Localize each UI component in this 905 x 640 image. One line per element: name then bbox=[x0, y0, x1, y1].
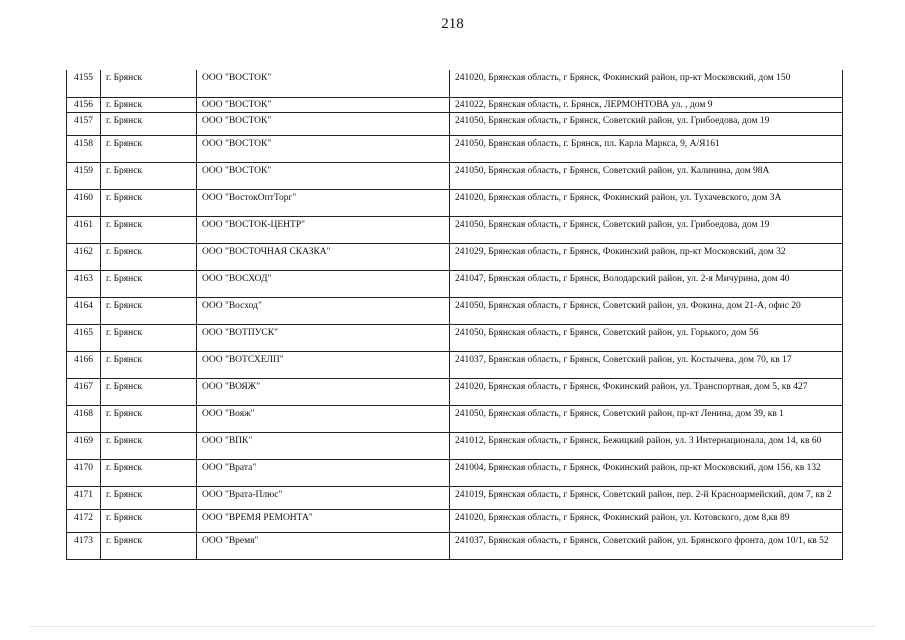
row-organization: ООО "ВРЕМЯ РЕМОНТА" bbox=[197, 509, 450, 532]
row-organization: ООО "ВОСТОК" bbox=[197, 162, 450, 189]
table-row bbox=[67, 216, 843, 243]
table-row bbox=[67, 297, 843, 324]
row-organization: ООО "Врата-Плюс" bbox=[197, 486, 450, 509]
row-city: г. Брянск bbox=[101, 216, 197, 243]
row-address: 241022, Брянская область, г. Брянск, ЛЕРМОНТОВА ул. , дом 9 bbox=[450, 97, 843, 112]
row-number: 4164 bbox=[67, 297, 101, 324]
row-address: 241050, Брянская область, г Брянск, Советский район, ул. Фокина, дом 21-А, офис 20 bbox=[450, 297, 843, 324]
row-address: 241037, Брянская область, г Брянск, Советский район, ул. Брянского фронта, дом 10/1, кв 52 bbox=[450, 532, 843, 559]
row-address: 241037, Брянская область, г Брянск, Советский район, ул. Костычева, дом 70, кв 17 bbox=[450, 351, 843, 378]
organization-registry-table bbox=[66, 70, 843, 560]
row-number: 4160 bbox=[67, 189, 101, 216]
row-city: г. Брянск bbox=[101, 324, 197, 351]
row-number: 4171 bbox=[67, 486, 101, 509]
row-address: 241050, Брянская область, г Брянск, Советский район, ул. Грибоедова, дом 19 bbox=[450, 216, 843, 243]
row-city: г. Брянск bbox=[101, 532, 197, 559]
table-row bbox=[67, 135, 843, 162]
row-address: 241012, Брянская область, г Брянск, Бежицкий район, ул. 3 Интернационала, дом 14, кв 60 bbox=[450, 432, 843, 459]
row-city: г. Брянск bbox=[101, 162, 197, 189]
row-address: 241050, Брянская область, г Брянск, Советский район, ул. Калинина, дом 98А bbox=[450, 162, 843, 189]
row-city: г. Брянск bbox=[101, 97, 197, 112]
row-city: г. Брянск bbox=[101, 112, 197, 135]
table-row bbox=[67, 378, 843, 405]
row-number: 4161 bbox=[67, 216, 101, 243]
row-organization: ООО "ВОСТОЧНАЯ СКАЗКА" bbox=[197, 243, 450, 270]
row-city: г. Брянск bbox=[101, 135, 197, 162]
table-row bbox=[67, 532, 843, 559]
row-city: г. Брянск bbox=[101, 243, 197, 270]
table-row bbox=[67, 405, 843, 432]
row-organization: ООО "ВОТПУСК" bbox=[197, 324, 450, 351]
row-address: 241004, Брянская область, г Брянск, Фокинский район, пр-кт Московский, дом 156, кв 132 bbox=[450, 459, 843, 486]
table-row bbox=[67, 97, 843, 112]
page-number: 218 bbox=[441, 16, 464, 32]
row-number: 4169 bbox=[67, 432, 101, 459]
row-organization: ООО "ВостокОптТорг" bbox=[197, 189, 450, 216]
row-organization: ООО "ВОСТОК" bbox=[197, 97, 450, 112]
row-organization: ООО "ВОТСХЕЛП" bbox=[197, 351, 450, 378]
row-organization: ООО "Время" bbox=[197, 532, 450, 559]
row-address: 241029, Брянская область, г Брянск, Фокинский район, пр-кт Московский, дом 32 bbox=[450, 243, 843, 270]
row-number: 4165 bbox=[67, 324, 101, 351]
row-city: г. Брянск bbox=[101, 509, 197, 532]
table-row bbox=[67, 509, 843, 532]
row-city: г. Брянск bbox=[101, 70, 197, 97]
row-city: г. Брянск bbox=[101, 189, 197, 216]
row-organization: ООО "ВОСТОК" bbox=[197, 112, 450, 135]
row-address: 241019, Брянская область, г Брянск, Советский район, пер. 2-й Красноармейский, дом 7, кв 2 bbox=[450, 486, 843, 509]
row-address: 241020, Брянская область, г Брянск, Фокинский район, ул. Котовского, дом 8,кв 89 bbox=[450, 509, 843, 532]
table-row bbox=[67, 351, 843, 378]
scan-artifact-line bbox=[30, 626, 875, 627]
row-organization: ООО "ВОСТОК-ЦЕНТР" bbox=[197, 216, 450, 243]
table-row bbox=[67, 324, 843, 351]
row-address: 241050, Брянская область, г Брянск, Советский район, пр-кт Ленина, дом 39, кв 1 bbox=[450, 405, 843, 432]
row-city: г. Брянск bbox=[101, 405, 197, 432]
row-number: 4173 bbox=[67, 532, 101, 559]
row-address: 241020, Брянская область, г Брянск, Фокинский район, пр-кт Московский, дом 150 bbox=[450, 70, 843, 97]
table-row bbox=[67, 70, 843, 97]
row-number: 4172 bbox=[67, 509, 101, 532]
row-number: 4157 bbox=[67, 112, 101, 135]
table-row bbox=[67, 162, 843, 189]
row-city: г. Брянск bbox=[101, 351, 197, 378]
table-row bbox=[67, 243, 843, 270]
row-number: 4155 bbox=[67, 70, 101, 97]
row-address: 241047, Брянская область, г Брянск, Володарский район, ул. 2-я Мичурина, дом 40 bbox=[450, 270, 843, 297]
registry-table-body bbox=[67, 70, 843, 559]
table-row bbox=[67, 189, 843, 216]
row-number: 4163 bbox=[67, 270, 101, 297]
row-city: г. Брянск bbox=[101, 432, 197, 459]
row-organization: ООО "ВОСТОК" bbox=[197, 70, 450, 97]
table-row bbox=[67, 486, 843, 509]
row-number: 4159 bbox=[67, 162, 101, 189]
row-address: 241020, Брянская область, г Брянск, Фокинский район, ул. Тухачевского, дом 3А bbox=[450, 189, 843, 216]
row-city: г. Брянск bbox=[101, 459, 197, 486]
row-address: 241020, Брянская область, г Брянск, Фокинский район, ул. Транспортная, дом 5, кв 427 bbox=[450, 378, 843, 405]
row-organization: ООО "Восход" bbox=[197, 297, 450, 324]
table-row bbox=[67, 459, 843, 486]
table-row bbox=[67, 432, 843, 459]
row-organization: ООО "ВОСТОК" bbox=[197, 135, 450, 162]
table-row bbox=[67, 270, 843, 297]
row-number: 4168 bbox=[67, 405, 101, 432]
row-address: 241050, Брянская область, г Брянск, Советский район, ул. Грибоедова, дом 19 bbox=[450, 112, 843, 135]
row-address: 241050, Брянская область, г Брянск, Советский район, ул. Горького, дом 56 bbox=[450, 324, 843, 351]
row-organization: ООО "Вояж" bbox=[197, 405, 450, 432]
row-number: 4170 bbox=[67, 459, 101, 486]
row-number: 4158 bbox=[67, 135, 101, 162]
row-number: 4156 bbox=[67, 97, 101, 112]
row-address: 241050, Брянская область, г. Брянск, пл. Карла Маркса, 9, А/Я161 bbox=[450, 135, 843, 162]
row-city: г. Брянск bbox=[101, 270, 197, 297]
row-number: 4162 bbox=[67, 243, 101, 270]
row-organization: ООО "ВПК" bbox=[197, 432, 450, 459]
row-organization: ООО "Врата" bbox=[197, 459, 450, 486]
row-city: г. Брянск bbox=[101, 297, 197, 324]
row-city: г. Брянск bbox=[101, 486, 197, 509]
table-row bbox=[67, 112, 843, 135]
row-number: 4166 bbox=[67, 351, 101, 378]
row-number: 4167 bbox=[67, 378, 101, 405]
row-organization: ООО "ВОЯЖ" bbox=[197, 378, 450, 405]
row-organization: ООО "ВОСХОД" bbox=[197, 270, 450, 297]
row-city: г. Брянск bbox=[101, 378, 197, 405]
